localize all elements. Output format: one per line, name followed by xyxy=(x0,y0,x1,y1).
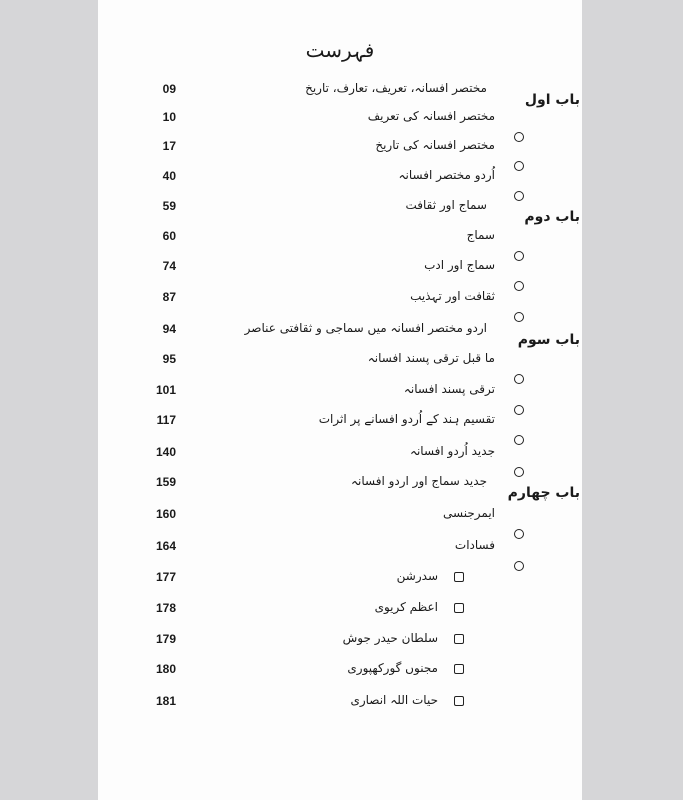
page-number: 160 xyxy=(155,507,176,521)
toc-entry: جدید سماج اور اردو افسانہ xyxy=(350,474,487,488)
page-title: فہرست xyxy=(305,38,375,62)
toc-entry: ترقی پسند افسانہ xyxy=(403,382,495,396)
toc-entry: سلطان حیدر جوش xyxy=(342,631,438,645)
circle-bullet-icon xyxy=(514,435,524,445)
circle-bullet-icon xyxy=(514,374,524,384)
right-margin xyxy=(582,0,683,800)
toc-entry: مختصر افسانہ کی تاریخ xyxy=(375,138,495,152)
chapter-heading: باب اول xyxy=(524,92,580,108)
circle-bullet-icon xyxy=(514,529,524,539)
page-number: 177 xyxy=(155,570,176,584)
page-number: 59 xyxy=(162,199,176,213)
circle-bullet-icon xyxy=(514,132,524,142)
circle-bullet-icon xyxy=(514,251,524,261)
chapter-heading: باب چھارم xyxy=(507,485,580,501)
toc-entry: سماج اور ادب xyxy=(424,258,495,272)
square-bullet-icon xyxy=(454,664,464,674)
circle-bullet-icon xyxy=(514,191,524,201)
page-number: 40 xyxy=(162,169,176,183)
page-number: 87 xyxy=(162,290,176,304)
toc-entry: ما قبل ترقی پسند افسانہ xyxy=(367,351,495,365)
toc-entry: ایمرجنسی xyxy=(443,506,495,520)
toc-entry: حیات اللہ انصاری xyxy=(350,693,438,707)
toc-entry: تقسیم ہند کے اُردو افسانے پر اثرات xyxy=(318,412,495,426)
toc-entry: سماج xyxy=(466,228,495,242)
page-number: 10 xyxy=(162,110,176,124)
toc-entry: مختصر افسانہ، تعریف، تعارف، تاریخ xyxy=(305,81,487,95)
page-number: 74 xyxy=(162,259,176,273)
square-bullet-icon xyxy=(454,696,464,706)
square-bullet-icon xyxy=(454,572,464,582)
toc-entry: اعظم کریوی xyxy=(374,600,438,614)
circle-bullet-icon xyxy=(514,467,524,477)
circle-bullet-icon xyxy=(514,281,524,291)
square-bullet-icon xyxy=(454,634,464,644)
toc-entry: سدرشن xyxy=(396,569,438,583)
page-number: 180 xyxy=(155,662,176,676)
page-number: 164 xyxy=(155,539,176,553)
circle-bullet-icon xyxy=(514,561,524,571)
circle-bullet-icon xyxy=(514,161,524,171)
page-number: 60 xyxy=(162,229,176,243)
chapter-heading: باب سوم xyxy=(517,332,580,348)
toc-entry: سماج اور ثقافت xyxy=(405,198,487,212)
circle-bullet-icon xyxy=(514,312,524,322)
circle-bullet-icon xyxy=(514,405,524,415)
page-number: 09 xyxy=(162,82,176,96)
toc-entry: اردو مختصر افسانہ میں سماجی و ثقافتی عناصر xyxy=(244,321,487,335)
left-margin xyxy=(0,0,98,800)
toc-entry: مجنوں گورکھپوری xyxy=(347,661,438,675)
page-number: 181 xyxy=(155,694,176,708)
toc-entry: فسادات xyxy=(454,538,495,552)
page-number: 101 xyxy=(155,383,176,397)
page-number: 179 xyxy=(155,632,176,646)
page-number: 17 xyxy=(162,139,176,153)
toc-entry: ثقافت اور تہذیب xyxy=(410,289,495,303)
toc-entry: مختصر افسانہ کی تعریف xyxy=(367,109,495,123)
square-bullet-icon xyxy=(454,603,464,613)
page-number: 95 xyxy=(162,352,176,366)
chapter-heading: باب دوم xyxy=(524,209,580,225)
page-number: 140 xyxy=(155,445,176,459)
toc-entry: جدید اُردو افسانہ xyxy=(409,444,495,458)
page-number: 178 xyxy=(155,601,176,615)
page-number: 94 xyxy=(162,322,176,336)
page-number: 117 xyxy=(156,413,176,427)
toc-entry: اُردو مختصر افسانہ xyxy=(398,168,495,182)
page-number: 159 xyxy=(155,475,176,489)
